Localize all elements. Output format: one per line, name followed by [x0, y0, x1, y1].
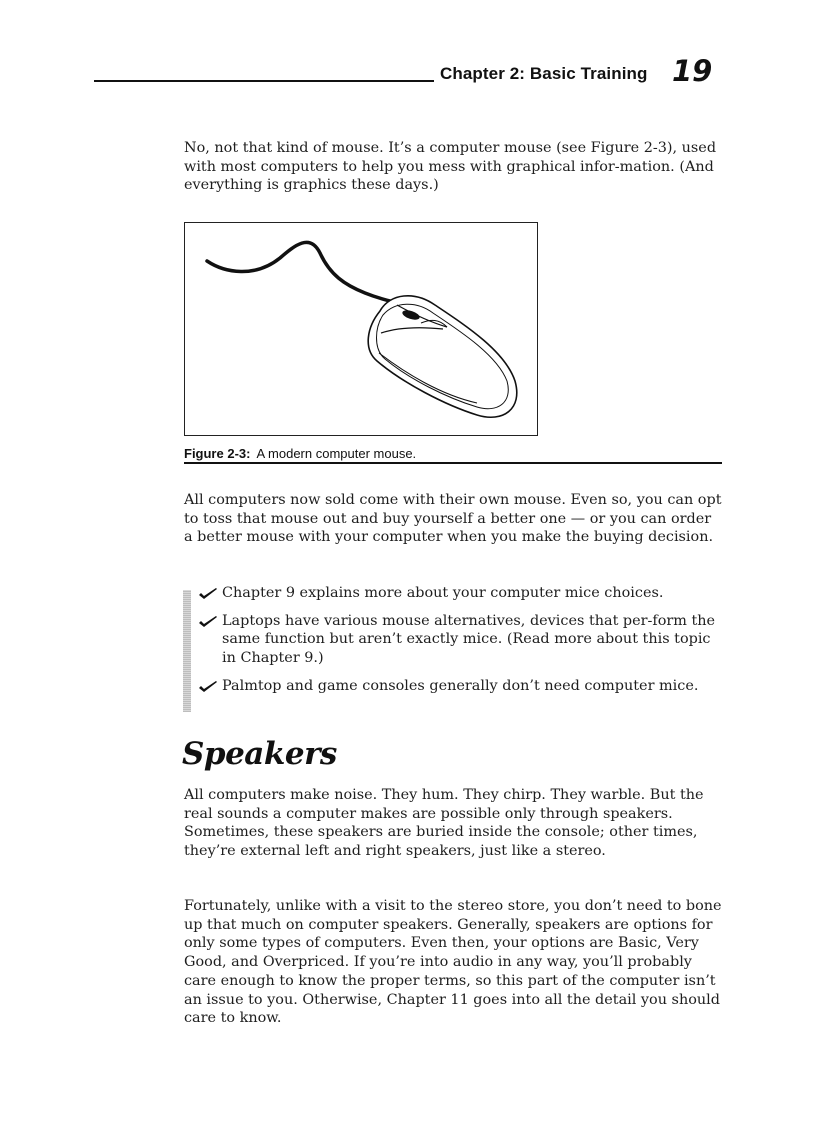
checkmark-icon [198, 680, 218, 694]
mouse-illustration [185, 223, 537, 435]
list-item [196, 677, 724, 696]
list-item-text: Chapter 9 explains more about your computer mice choices. [222, 585, 664, 601]
section-heading-speakers: Speakers [182, 736, 337, 772]
mouse-paragraph: All computers now sold come with their own mouse. Even so, you can opt to toss that mouse out and buy yourself a better one — or you can order a better mouse with your computer when you make the buying decision. [184, 492, 722, 546]
page-number: 19 [672, 54, 713, 88]
figure-caption [184, 446, 416, 461]
header-rule [94, 80, 434, 82]
list-item [196, 612, 724, 668]
list-margin-bar [183, 590, 191, 712]
list-item [196, 584, 724, 603]
list-item-text: Laptops have various mouse alternatives, devices that per-form the same function but aren’t exactly mice. (Read more about this topic in Chapter 9.) [222, 612, 716, 667]
figure-label: Figure 2-3: [184, 446, 251, 461]
bullet-list [196, 584, 724, 705]
list-item-text: Palmtop and game consoles generally don’t need computer mice. [222, 677, 699, 694]
chapter-title: Chapter 2: Basic Training [440, 64, 648, 83]
checkmark-icon [198, 587, 218, 601]
figure-mouse [184, 222, 538, 436]
intro-paragraph: No, not that kind of mouse. It’s a computer mouse (see Figure 2-3), used with most computers to help you mess with graphical infor-mation. (And everything is graphics these days.) [184, 140, 717, 194]
checkmark-icon [198, 615, 218, 629]
speakers-paragraph-1: All computers make noise. They hum. They chirp. They warble. But the real sounds a computer makes are possible only through speakers. Sometimes, these speakers are buried inside the console; other times, they’re external left and right speakers, just like a stereo. [184, 787, 704, 860]
figure-caption-text: A modern computer mouse. [256, 446, 417, 461]
speakers-paragraph-2: Fortunately, unlike with a visit to the stereo store, you don’t need to bone up that much on computer speakers. Generally, speakers are options for only some types of computers. Even then, your options are Basic, Very Good, and Overpriced. If you’re into audio in any way, you’ll probably care enough to know the proper terms, so this part of the computer isn’t an issue to you. Otherwise, Chapter 11 goes into all the detail you should care to know. [184, 898, 722, 1027]
caption-rule [184, 462, 722, 464]
